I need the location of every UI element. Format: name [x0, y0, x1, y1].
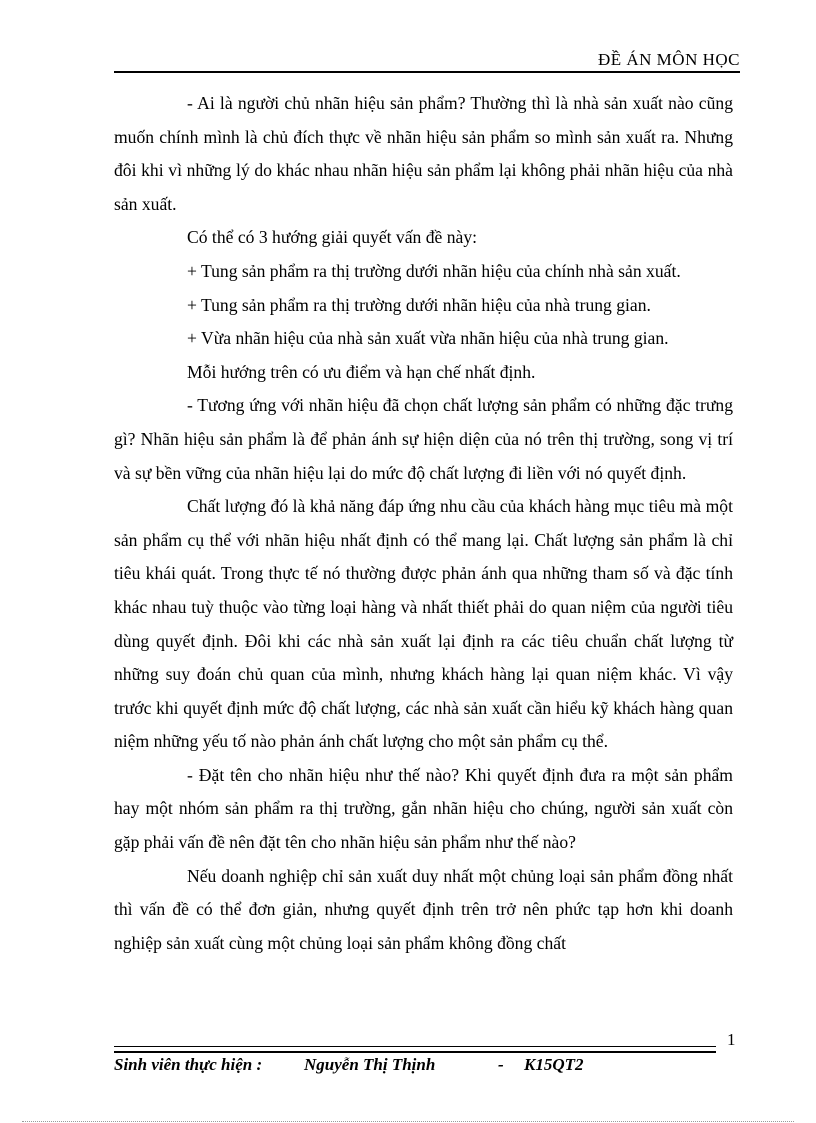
footer-separator: - [498, 1055, 504, 1074]
paragraph-quality-definition: Chất lượng đó là khả năng đáp ứng nhu cầu của khách hàng mục tiêu mà một sản phẩm cụ thể với nhãn hiệu nhất định có thể mang lại. Chất lượng sản phẩm là chỉ tiêu khái quát. Trong thực tế nó thường được phản ánh qua những tham số và đặc tính khác nhau tuỳ thuộc vào từng loại hàng và nhất thiết phải do quan niệm của người tiêu dùng quyết định. Đôi khi các nhà sản xuất lại định ra các tiêu chuẩn chất lượng từ những suy đoán chủ quan của mình, nhưng khách hàng lại quan niệm khác. Vì vậy trước khi quyết định mức độ chất lượng, các nhà sản xuất cần hiểu kỹ khách hàng quan niệm những yếu tố nào phản ánh chất lượng cho một sản phẩm cụ thể. [114, 496, 733, 752]
page-bottom-edge [22, 1121, 794, 1122]
footer-student-name: Nguyễn Thị Thịnh [304, 1055, 436, 1074]
footer-author-label: Sinh viên thực hiện : [114, 1055, 263, 1074]
list-item-own-brand: + Tung sản phẩm ra thị trường dưới nhãn hiệu của chính nhà sản xuất. [187, 260, 681, 281]
footer-class-code: K15QT2 [524, 1055, 584, 1074]
list-item-mixed-brand: + Vừa nhãn hiệu của nhà sản xuất vừa nhãn hiệu của nhà trung gian. [187, 328, 669, 349]
page-header-title: ĐỀ ÁN MÔN HỌC [597, 50, 740, 69]
footer-rule [114, 1046, 716, 1053]
paragraph-pros-cons: Mỗi hướng trên có ưu điểm và hạn chế nhất định. [187, 361, 536, 382]
header-rule [114, 71, 740, 73]
paragraph-naming: - Đặt tên cho nhãn hiệu như thế nào? Khi quyết định đưa ra một sản phẩm hay một nhóm sản phẩm ra thị trường, gắn nhãn hiệu cho chúng, người sản xuất còn gặp phải vấn đề nên đặt tên cho nhãn hiệu sản phẩm như thế nào? [114, 764, 733, 853]
paragraph-three-directions: Có thể có 3 hướng giải quyết vấn đề này: [187, 227, 478, 248]
list-item-intermediary-brand: + Tung sản phẩm ra thị trường dưới nhãn hiệu của nhà trung gian. [187, 294, 651, 315]
paragraph-quality-features: - Tương ứng với nhãn hiệu đã chọn chất lượng sản phẩm có những đặc trưng gì? Nhãn hiệu sản phẩm là để phản ánh sự hiện diện của nó trên thị trường, song vị trí và sự bền vững của nhãn hiệu lại do mức độ chất lượng đi liền với nó quyết định. [114, 395, 733, 483]
document-body [114, 87, 733, 960]
paragraph-single-product: Nếu doanh nghiệp chỉ sản xuất duy nhất một chủng loại sản phẩm đồng nhất thì vấn đề có thể đơn giản, nhưng quyết định trên trở nên phức tạp hơn khi doanh nghiệp sản xuất cùng một chủng loại sản phẩm không đồng chất [114, 865, 733, 953]
paragraph-brand-owner: - Ai là người chủ nhãn hiệu sản phẩm? Thường thì là nhà sản xuất nào cũng muốn chính mình là chủ đích thực về nhãn hiệu sản phẩm so mình sản xuất ra. Nhưng đôi khi vì những lý do khác nhau nhãn hiệu sản phẩm lại không phải nhãn hiệu của nhà sản xuất. [114, 93, 733, 214]
page-number: 1 [727, 1030, 736, 1049]
